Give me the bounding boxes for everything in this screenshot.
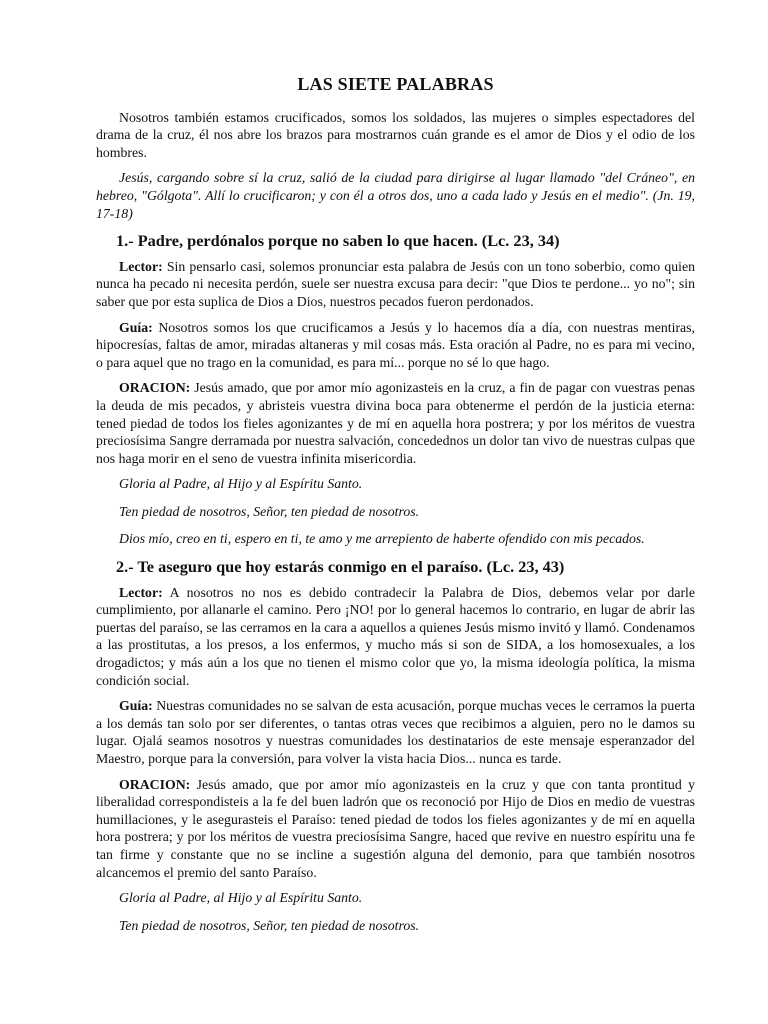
scripture-quote: Jesús, cargando sobre sí la cruz, salió de la ciudad para dirigirse al lugar llamado "del Cráneo", en hebreo, "Gólgota". Allí lo crucificaron; y con él a otros dos, uno a cada lado y Jesús en el medio". (Jn. 19, 17-18) bbox=[96, 170, 695, 221]
prayer-line: Gloria al Padre, al Hijo y al Espíritu Santo. bbox=[119, 890, 363, 906]
oracion-text: Jesús amado, que por amor mío agonizasteis en la cruz, a fin de pagar con vuestras penas la deuda de mis pecados, y abristeis vuestra divina boca para obtenerme el perdón de la justicia eterna: tened piedad de todos los fieles agonizantes y de mí en aquella hora postrera; y por los méritos de vuestra preciosísima Sangre derramada por nuestra salvación, concedednos un dolor tan vivo de nuestras culpas que nos haga morir en el seno de vuestra infinita misericordia. bbox=[96, 380, 695, 466]
prayer-line: Ten piedad de nosotros, Señor, ten piedad de nosotros. bbox=[119, 503, 420, 519]
oracion-label: ORACION: bbox=[119, 776, 191, 792]
intro-paragraph: Nosotros también estamos crucificados, somos los soldados, las mujeres o simples espectadores del drama de la cruz, él nos abre los brazos para mostrarnos cuán grande es el amor de Dios y el odio de los hombres. bbox=[96, 109, 695, 160]
guia-label: Guía: bbox=[119, 698, 153, 714]
guia-label: Guía: bbox=[119, 319, 153, 335]
prayer-line: Gloria al Padre, al Hijo y al Espíritu Santo. bbox=[119, 476, 363, 492]
guia-paragraph-1 bbox=[96, 319, 695, 372]
oracion-paragraph-2 bbox=[96, 776, 695, 882]
oracion-paragraph-1 bbox=[96, 379, 695, 467]
guia-text: Nosotros somos los que crucificamos a Jesús y lo hacemos día a día, con nuestras mentiras, hipocresías, faltas de amor, miradas altaneras y mil cosas más. Esta oración al Padre, no es para mi vecino, o para aquel que no trago en la comunidad, es para mí... porque no sé lo que hago. bbox=[96, 319, 695, 370]
guia-text: Nuestras comunidades no se salvan de esta acusación, porque muchas veces le cerramos la puerta a los demás tan solo por ser diferentes, o tantas otras veces que recibimos a alguien, pero no le damos su lugar. Ojalá seamos nosotros y nuestras comunidades los destinatarios de este mensaje esperanzador del Maestro, porque para la conversión, para volver la vista hacia Dios... nunca es tarde. bbox=[96, 698, 695, 766]
document-title: LAS SIETE PALABRAS bbox=[297, 74, 494, 94]
section-heading-1: 1.- Padre, perdónalos porque no saben lo que hacen. (Lc. 23, 34) bbox=[116, 231, 560, 251]
lector-paragraph-2 bbox=[96, 584, 695, 690]
lector-paragraph-1 bbox=[96, 258, 695, 311]
oracion-text: Jesús amado, que por amor mío agonizasteis en la cruz y que con tanta prontitud y liberalidad correspondisteis a la fe del buen ladrón que os reconoció por Hijo de Dios en medio de vuestras humillaciones, y le asegurasteis el Paraíso: tened piedad de todos los fieles agonizantes y de mí en aquella hora postrera; y por los méritos de vuestra preciosísima Sangre, haced que revive en nuestro espíritu una fe tan firme y constante que no se incline a sugestión alguna del demonio, para que también nosotros alcancemos el premio del santo Paraíso. bbox=[96, 776, 695, 880]
lector-text: Sin pensarlo casi, solemos pronunciar esta palabra de Jesús con un tono soberbio, como quien nunca ha pecado ni necesita perdón, suele ser nuestra excusa para decir: "que Dios te perdone... yo no"; sin saber que por esta suplica de Dios a Dios, nuestros pecados fueron perdonados. bbox=[96, 258, 695, 309]
section-heading-2: 2.- Te aseguro que hoy estarás conmigo en el paraíso. (Lc. 23, 43) bbox=[116, 557, 565, 577]
guia-paragraph-2 bbox=[96, 697, 695, 767]
lector-text: A nosotros no nos es debido contradecir la Palabra de Dios, debemos velar por darle cumplimiento, por allanarle el camino. Pero ¡NO! por lo general hacemos lo contrario, en lugar de abrir las puertas del paraíso, se las cerramos en la cara a aquellos a quienes Jesús mismo invitó y llamó. Condenamos a las prostitutas, a los presos, a los enfermos, y mucho más si son de SIDA, a los homosexuales, a los drogadictos; y más aún a los que no tienen el mismo color que yo, la misma ideología política, la misma condición social. bbox=[96, 584, 695, 688]
lector-label: Lector: bbox=[119, 584, 163, 600]
oracion-label: ORACION: bbox=[119, 380, 191, 396]
prayer-line: Dios mío, creo en ti, espero en ti, te amo y me arrepiento de haberte ofendido con mis pecados. bbox=[119, 531, 645, 547]
prayer-line: Ten piedad de nosotros, Señor, ten piedad de nosotros. bbox=[119, 917, 420, 933]
lector-label: Lector: bbox=[119, 258, 163, 274]
